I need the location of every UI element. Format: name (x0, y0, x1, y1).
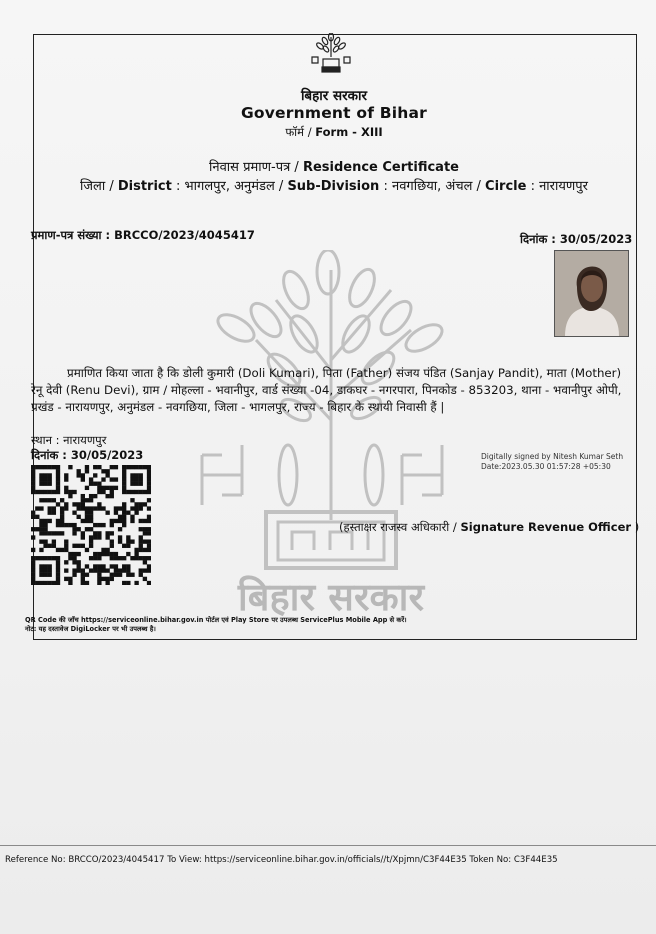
subdivision-value: : नवगछिया, अंचल / (379, 179, 486, 194)
reference-line: Reference No: BRCCO/2023/4045417 To View: https://serviceonline.bihar.gov.in/officials//t/Xpjmn/C3F44E35 Token No: C3F44E35 (5, 855, 558, 865)
certificate-title (33, 157, 635, 175)
certificate-date: दिनांक : 30/05/2023 (520, 232, 633, 246)
title-hindi: निवास प्रमाण-पत्र / (209, 160, 303, 175)
subdivision-label: Sub-Division (287, 179, 380, 194)
circle-value: : नारायणपुर (526, 179, 588, 194)
qr-code (31, 465, 151, 585)
gov-hindi-heading: बिहार सरकार (300, 88, 368, 104)
certificate-number: प्रमाण-पत्र संख्या : BRCCO/2023/4045417 (31, 228, 255, 242)
qr-verification-note (25, 616, 407, 634)
digital-signature-date: Date:2023.05.30 01:57:28 +05:30 (481, 462, 611, 471)
gov-english-heading: Government of Bihar (240, 104, 428, 122)
district-label-hindi: जिला / (80, 179, 118, 194)
signature-close: ) (631, 520, 640, 534)
digital-signature-by: Digitally signed by Nitesh Kumar Seth (481, 452, 624, 461)
issue-date-line: दिनांक : 30/05/2023 (31, 448, 144, 462)
qr-note-line2: नोट: यह दस्तावेज DigiLocker पर भी उपलब्ध है। (25, 625, 156, 633)
bihar-emblem-watermark (196, 250, 466, 620)
district-line (33, 176, 635, 194)
qr-note-line1: QR Code की जाँच https://serviceonline.bihar.gov.in पोर्टल एवं Play Store पर उपलब्ध ServicePlus Mobile App से करें। (25, 616, 407, 624)
district-value: : भागलपुर, अनुमंडल / (171, 179, 288, 194)
digital-signature (481, 452, 631, 472)
form-label: Form - XIII (315, 125, 383, 139)
title-english: Residence Certificate (302, 160, 459, 175)
form-number (33, 125, 635, 140)
form-prefix: फॉर्म / (285, 125, 316, 139)
district-label: District (117, 179, 172, 194)
place-line: स्थान : नारायणपुर (31, 433, 107, 447)
applicant-photo (554, 250, 629, 337)
certificate-body: प्रमाणित किया जाता है कि डोली कुमारी (Doli Kumari), पिता (Father) संजय पंडित (Sanjay Pandit), माता (Mother) रेनू देवी (Renu Devi), ग्राम / मोहल्ला - भवानीपुर, वार्ड संख्या -04, डाकघर - नगरपारा, पिनकोड - 853203, थाना - भवानीपुर ओपी, प्रखंड - नारायणपुर, अनुमंडल - नवगछिया, जिला - भागलपुर, राज्य - बिहार के स्थायी निवासी हैं | (31, 366, 622, 414)
watermark-text: बिहार सरकार (237, 574, 425, 619)
bihar-emblem-logo (308, 33, 354, 73)
signature-hindi: (हस्ताक्षर राजस्व अधिकारी / (339, 520, 461, 534)
circle-label: Circle (485, 179, 527, 194)
footer-divider (0, 845, 656, 846)
signature-english: Signature Revenue Officer (460, 520, 632, 534)
signature-officer (339, 520, 639, 535)
